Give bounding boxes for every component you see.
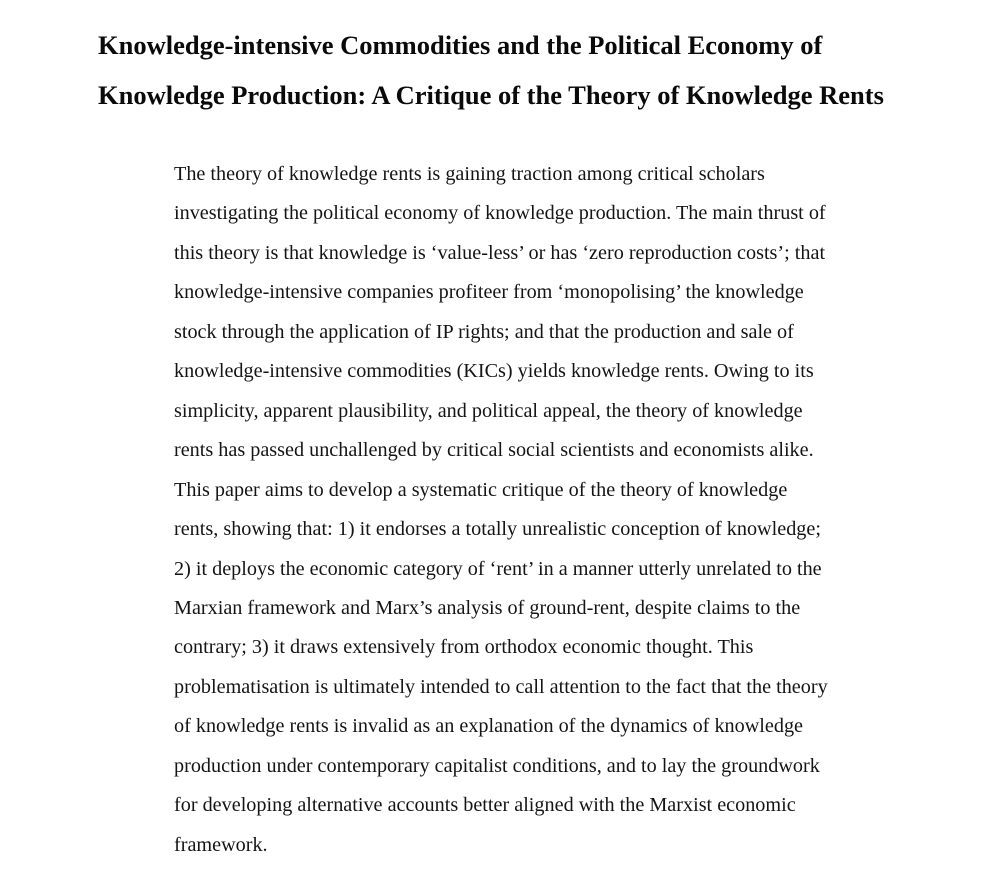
abstract-line: of knowledge rents is invalid as an explanation of the dynamics of knowledge xyxy=(174,715,804,738)
abstract-line: production under contemporary capitalist conditions, and to lay the groundwork xyxy=(174,754,820,777)
abstract-line: rents, showing that: 1) it endorses a totally unrealistic conception of knowledge; xyxy=(174,518,821,541)
abstract-line: investigating the political economy of knowledge production. The main thrust of xyxy=(174,202,826,225)
abstract-paragraph xyxy=(174,155,964,865)
title-line: Knowledge-intensive Commodities and the Political Economy of xyxy=(98,30,823,60)
abstract-line: simplicity, apparent plausibility, and political appeal, the theory of knowledge xyxy=(174,399,803,422)
abstract-line: knowledge-intensive commodities (KICs) yields knowledge rents. Owing to its xyxy=(174,360,814,383)
abstract-line: for developing alternative accounts better aligned with the Marxist economic xyxy=(174,794,796,817)
abstract-line: stock through the application of IP rights; and that the production and sale of xyxy=(174,320,794,343)
abstract-line: problematisation is ultimately intended to call attention to the fact that the theory xyxy=(174,675,828,698)
abstract-line: 2) it deploys the economic category of ‘rent’ in a manner utterly unrelated to the xyxy=(174,557,822,580)
abstract-line: This paper aims to develop a systematic critique of the theory of knowledge xyxy=(174,478,788,501)
abstract-line: knowledge-intensive companies profiteer from ‘monopolising’ the knowledge xyxy=(174,281,804,304)
title-line: Knowledge Production: A Critique of the Theory of Knowledge Rents xyxy=(98,80,884,110)
paper-title xyxy=(98,20,988,120)
abstract-line: The theory of knowledge rents is gaining traction among critical scholars xyxy=(174,163,765,185)
abstract-line: contrary; 3) it draws extensively from orthodox economic thought. This xyxy=(174,636,754,659)
abstract-line: framework. xyxy=(174,833,268,856)
abstract-line: rents has passed unchallenged by critical social scientists and economists alike. xyxy=(174,439,814,462)
abstract-line: this theory is that knowledge is ‘value-less’ or has ‘zero reproduction costs’; that xyxy=(174,241,826,264)
abstract-line: Marxian framework and Marx’s analysis of ground-rent, despite claims to the xyxy=(174,596,801,619)
